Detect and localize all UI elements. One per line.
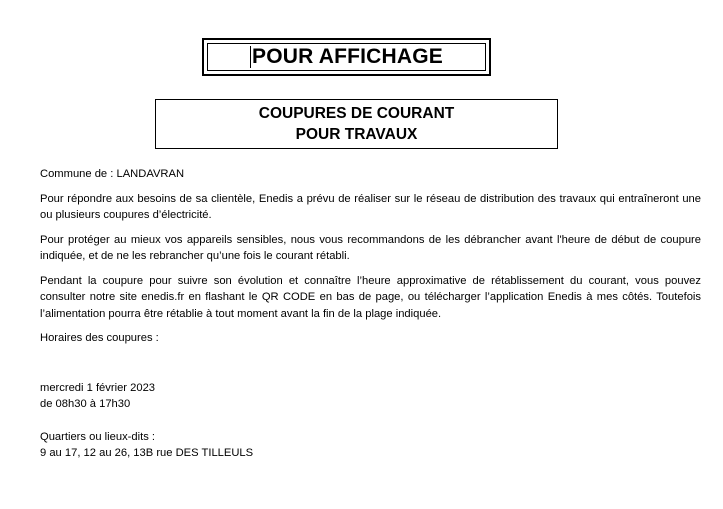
outage-date: mercredi 1 février 2023 (40, 381, 156, 394)
areas-list: 9 au 17, 12 au 26, 13B rue DES TILLEULS (40, 447, 254, 459)
paragraph-protection: Pour protéger au mieux vos appareils sensibles, nous vous recommandons de les débrancher avant l'heure de début de coupure indiquée, et de ne les rebrancher qu’une fois le courant rétabli. (40, 233, 701, 262)
schedule-heading: Horaires des coupures : (40, 332, 159, 344)
outage-time-range: de 08h30 à 17h30 (40, 398, 131, 410)
paragraph-tracking: Pendant la coupure pour suivre son évolution et connaître l’heure approximative de rétablissement du courant, vous pouvez consulter notre site enedis.fr en flashant le QR CODE en bas de page, ou télécharger l’application Enedis à mes côtés. Toutefois l’alimentation pourra être rétablie à tout moment avant la fin de la plage indiquée. (40, 274, 701, 320)
page-title: POUR AFFICHAGE (251, 45, 444, 68)
subtitle-line-2: POUR TRAVAUX (295, 126, 418, 143)
subtitle-line-1: COUPURES DE COURANT (258, 105, 455, 122)
commune-line: Commune de : LANDAVRAN (40, 168, 185, 180)
paragraph-works: Pour répondre aux besoins de sa clientèle, Enedis a prévu de réaliser sur le réseau de distribution des travaux qui entraîneront une ou plusieurs coupures d’électricité. (40, 192, 701, 221)
notice-body (40, 166, 701, 462)
text-cursor (250, 46, 251, 68)
title-inner-frame (207, 43, 486, 71)
areas-heading: Quartiers ou lieux-dits : (40, 430, 156, 443)
subtitle-box (155, 99, 558, 149)
title-box (202, 38, 491, 76)
